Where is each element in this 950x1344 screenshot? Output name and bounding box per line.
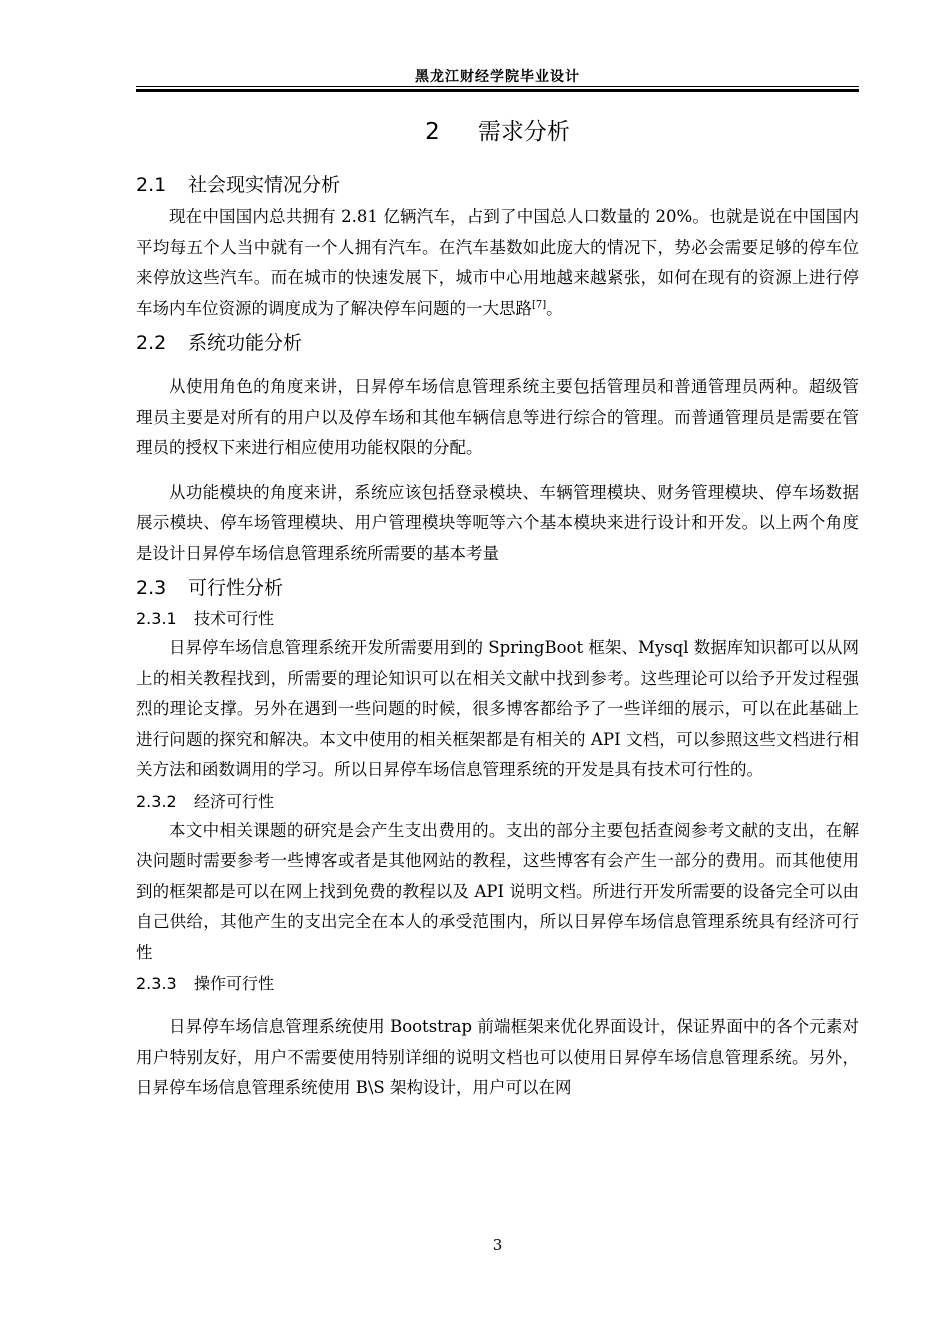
header-rule-thick <box>136 89 859 92</box>
subsection-title: 经济可行性 <box>194 791 275 811</box>
page-content <box>136 112 859 1104</box>
chapter-number: 2 <box>425 119 440 145</box>
section-heading-2-2 <box>136 328 859 358</box>
section-number: 2.2 <box>136 332 167 354</box>
subsection-number: 2.3.2 <box>136 791 177 811</box>
chapter-heading <box>136 112 859 152</box>
paragraph-2-1 <box>136 202 859 324</box>
section-number: 2.3 <box>136 577 167 599</box>
subsection-number: 2.3.1 <box>136 609 177 628</box>
chapter-title: 需求分析 <box>477 119 570 145</box>
paragraph-2-3-3: 日昇停车场信息管理系统使用 Bootstrap 前端框架来优化界面设计，保证界面中的各个元素对用户特别友好，用户不需要使用特别详细的说明文档也可以使用日昇停车场信息管理系统。另外，日昇停车场信息管理系统使用 B\S 架构设计，用户可以在网 <box>136 1017 859 1097</box>
subsection-heading-2-3-2 <box>136 788 859 816</box>
section-heading-2-1 <box>136 170 859 200</box>
header-rule-thin <box>136 86 859 87</box>
section-number: 2.1 <box>136 174 167 196</box>
section-title: 社会现实情况分析 <box>188 174 341 196</box>
paragraph-2-2-a: 从使用角色的角度来讲，日昇停车场信息管理系统主要包括管理员和普通管理员两种。超级管理员主要是对所有的用户以及停车场和其他车辆信息等进行综合的管理。而普通管理员是需要在管理员的授权下来进行相应使用功能权限的分配。 <box>136 377 859 457</box>
subsection-title: 技术可行性 <box>194 609 275 628</box>
paragraph-end: 。 <box>546 298 563 318</box>
subsection-number: 2.3.3 <box>136 974 177 993</box>
section-title: 可行性分析 <box>188 577 284 599</box>
subsection-heading-2-3-1 <box>136 605 859 633</box>
section-heading-2-3 <box>136 573 859 603</box>
paragraph-2-3-2: 本文中相关课题的研究是会产生支出费用的。支出的部分主要包括查阅参考文献的支出，在解决问题时需要参考一些博客或者是其他网站的教程，这些博客有会产生一部分的费用。而其他使用到的框架都是可以在网上找到免费的教程以及 API 说明文档。所进行开发所需要的设备完全可以由自己供给，其他产生的支出完全在本人的承受范围内，所以日昇停车场信息管理系统具有经济可行性 <box>136 820 859 962</box>
page-number: 3 <box>492 1236 503 1254</box>
paragraph-2-2-b: 从功能模块的角度来讲，系统应该包括登录模块、车辆管理模块、财务管理模块、停车场数据展示模块、停车场管理模块、用户管理模块等呃等六个基本模块来进行设计和开发。以上两个角度是设计日昇停车场信息管理系统所需要的基本考量 <box>136 482 859 563</box>
citation-ref: [7] <box>532 299 547 310</box>
section-title: 系统功能分析 <box>188 332 303 354</box>
subsection-title: 操作可行性 <box>194 974 275 993</box>
paragraph-2-3-1: 日昇停车场信息管理系统开发所需要用到的 SpringBoot 框架、Mysql 数据库知识都可以从网上的相关教程找到，所需要的理论知识可以在相关文献中找到参考。这些理论可以给予开发过程强烈的理论支撑。另外在遇到一些问题的时候，很多博客都给予了一些详细的展示，可以在此基础上进行问题的探究和解决。本文中使用的相关框架都是有相关的 API 文档，可以参照这些文档进行相关方法和函数调用的学习。所以日昇停车场信息管理系统的开发是具有技术可行性的。 <box>136 638 859 779</box>
page-header: 黑龙江财经学院毕业设计 <box>415 69 580 85</box>
paragraph-text: 现在中国国内总共拥有 2.81 亿辆汽车，占到了中国总人口数量的 20%。也就是说在中国国内平均每五个人当中就有一个人拥有汽车。在汽车基数如此庞大的情况下，势必会需要足够的停车位来停放这些汽车。而在城市的快速发展下，城市中心用地越来越紧张，如何在现有的资源上进行停车场内车位资源的调度成为了解决停车问题的一大思路 <box>136 207 859 318</box>
subsection-heading-2-3-3 <box>136 970 859 998</box>
